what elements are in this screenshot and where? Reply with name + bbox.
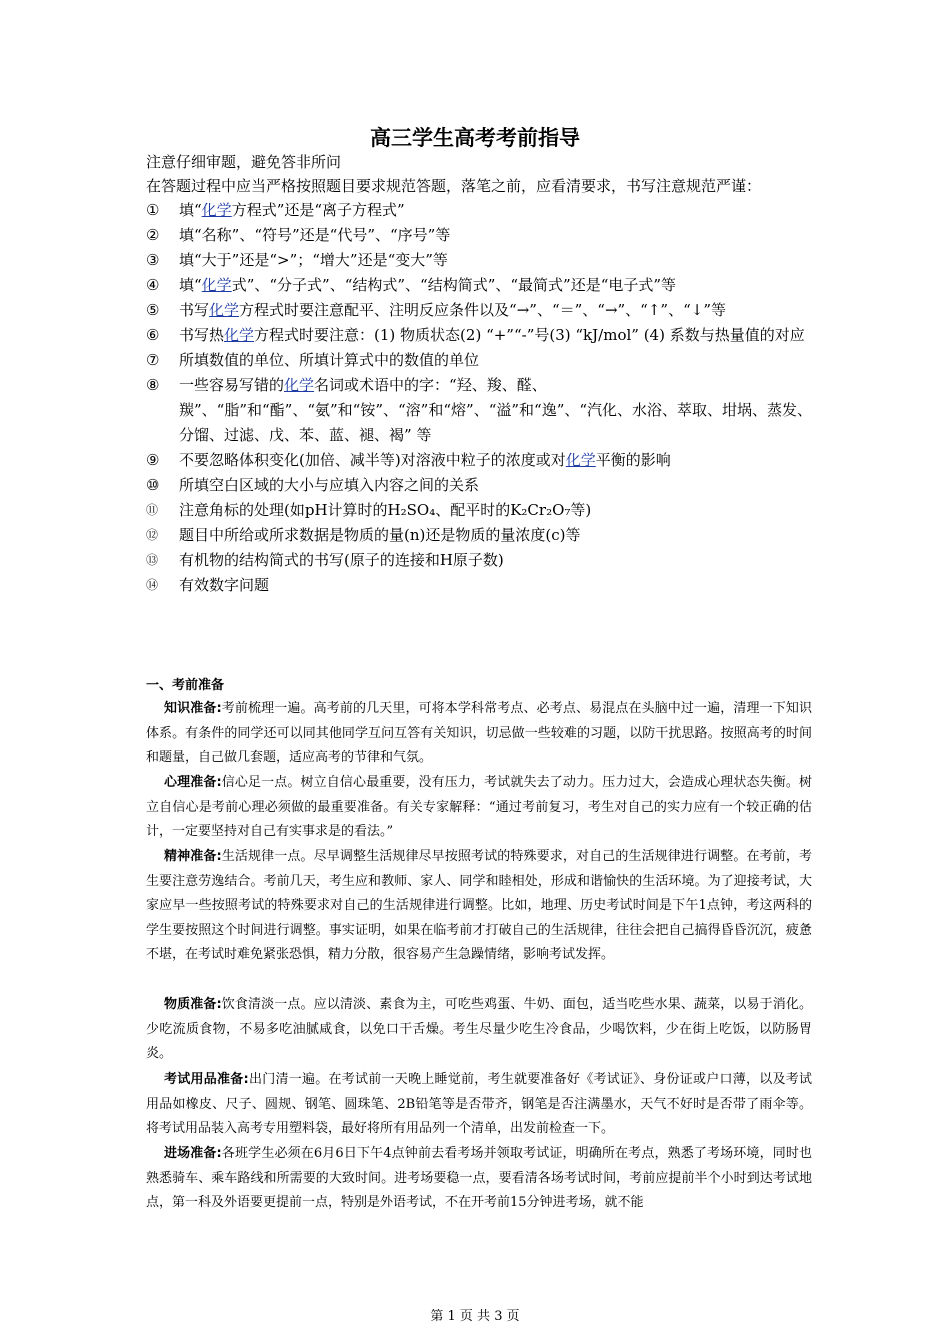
intro-line-1: 注意仔细审题，避免答非所问 xyxy=(146,153,342,171)
chemistry-link[interactable]: 化学 xyxy=(284,376,315,394)
paragraph-lead: 考试用品准备: xyxy=(164,1072,249,1087)
list-item-text: 方程式时要注意：(1) 物质状态(2) “+”“-”号(3) “kJ/mol” (4) 系数与热量值的对应 xyxy=(254,326,805,344)
list-item-text: 书写热 xyxy=(179,326,225,344)
paragraph-lead: 物质准备: xyxy=(164,997,222,1012)
list-item xyxy=(146,198,826,223)
list-item xyxy=(146,248,826,273)
list-item-number: ④ xyxy=(146,276,160,294)
list-item xyxy=(146,448,826,473)
list-item xyxy=(146,473,826,498)
list-item-text: 不要忽略体积变化(加倍、减半等)对溶液中粒子的浓度或对 xyxy=(179,451,566,469)
chemistry-link[interactable]: 化学 xyxy=(209,301,240,319)
chemistry-link[interactable]: 化学 xyxy=(224,326,255,344)
list-item-number: ⑭ xyxy=(146,578,159,592)
list-item xyxy=(146,223,826,248)
list-item-number: ⑦ xyxy=(146,351,160,369)
list-item-number: ③ xyxy=(146,251,160,269)
page-title: 高三学生高考考前指导 xyxy=(370,126,580,150)
paragraph-psychology xyxy=(146,771,812,845)
list-item-number: ⑧ xyxy=(146,376,160,394)
paragraph-material xyxy=(146,993,812,1067)
requirements-list xyxy=(146,198,826,598)
intro-line-2: 在答题过程中应当严格按照题目要求规范答题，落笔之前，应看清要求，书写注意规范严谨： xyxy=(146,177,762,195)
list-item-number: ⑪ xyxy=(146,503,159,517)
list-item-text: 有机物的结构简式的书写(原子的连接和H原子数) xyxy=(179,551,504,569)
list-item-text: 平衡的影响 xyxy=(595,451,671,469)
list-item-text: 方程式时要注意配平、注明反应条件以及“→”、“＝”、“→”、“↑”、“↓”等 xyxy=(239,301,726,319)
list-item-text: 填“大于”还是“>”；“增大”还是“变大”等 xyxy=(179,251,448,269)
list-item xyxy=(146,298,826,323)
list-item xyxy=(146,523,826,548)
chemistry-link[interactable]: 化学 xyxy=(201,201,232,219)
list-item xyxy=(146,498,826,523)
paragraph-text: 生活规律一点。尽早调整生活规律尽早按照考试的特殊要求，对自己的生活规律进行调整。在考前，考生要注意劳逸结合。考前几天，考生应和教师、家人、同学和睦相处，形成和谐愉快的生活环境。为了迎接考试，大家应早一些按照考试的特殊要求对自己的生活规律进行调整。比如，地理、历史考试时间是下午1点钟，考这两科的学生要按照这个时间进行调整。事实证明，如果在临考前才打破自己的生活规律，往往会把自己搞得昏昏沉沉，疲惫不堪，在考试时难免紧张恐惧，精力分散，很容易产生急躁情绪，影响考试发挥。 xyxy=(146,849,812,962)
list-item-text: 注意角标的处理(如pH计算时的H₂SO₄、配平时的K₂Cr₂O₇等) xyxy=(179,501,592,519)
chemistry-link[interactable]: 化学 xyxy=(565,451,596,469)
list-item-text: 填“ xyxy=(179,201,202,219)
paragraph-text: 考前梳理一遍。高考前的几天里，可将本学科常考点、必考点、易混点在头脑中过一遍，清理一下知识体系。有条件的同学还可以同其他同学互问互答有关知识，切忌做一些较难的习题，以防干扰思路。按照高考的时间和题量，自己做几套题，适应高考的节律和气氛。 xyxy=(146,701,812,765)
list-item-number: ⑩ xyxy=(146,476,160,494)
list-item-text: 式”、“分子式”、“结构式”、“结构简式”、“最简式”还是“电子式”等 xyxy=(231,276,677,294)
list-item xyxy=(146,573,826,598)
list-item-text: 所填数值的单位、所填计算式中的数值的单位 xyxy=(179,351,480,369)
list-item-number: ⑤ xyxy=(146,301,160,319)
list-item xyxy=(146,548,826,573)
paragraph-supplies xyxy=(146,1068,812,1142)
paragraph-lead: 进场准备: xyxy=(164,1146,222,1161)
list-item xyxy=(146,273,826,298)
page-footer: 第 1 页 共 3 页 xyxy=(430,1309,520,1324)
paragraph-text: 出门清一遍。在考试前一天晚上睡觉前，考生就要准备好《考试证》、身份证或户口薄，以及考试用品如橡皮、尺子、圆规、钢笔、圆珠笔、2B铅笔等是否带齐，钢笔是否注满墨水，天气不好时是否带了雨伞等。将考试用品装入高考专用塑料袋，最好将所有用品列一个清单，出发前检查一下。 xyxy=(146,1072,812,1136)
list-item-text: 有效数字问题 xyxy=(179,576,270,594)
list-item-text: 题目中所给或所求数据是物质的量(n)还是物质的量浓度(c)等 xyxy=(179,526,581,544)
list-item xyxy=(146,323,826,348)
paragraph-mental xyxy=(146,845,812,968)
list-item-text: 名词或术语中的字：“羟、羧、醛、羰”、“脂”和“酯”、“氨”和“铵”、“溶”和“熔”、“溢”和“逸”、“汽化、水浴、萃取、坩埚、蒸发、分馏、过滤、戊、苯、蓝、褪、褐” 等 xyxy=(179,376,813,444)
section-title: 一、考前准备 xyxy=(146,678,225,693)
chemistry-link[interactable]: 化学 xyxy=(201,276,232,294)
paragraph-text: 饮食清淡一点。应以清淡、素食为主，可吃些鸡蛋、牛奶、面包，适当吃些水果、蔬菜，以易于消化。少吃流质食物，不易多吃油腻咸食，以免口干舌燥。考生尽量少吃生冷食品，少喝饮料，少在街上吃饭，以防肠胃炎。 xyxy=(146,997,812,1061)
list-item-text: 方程式”还是“离子方程式” xyxy=(231,201,405,219)
list-item-number: ⑬ xyxy=(146,553,159,567)
paragraph-knowledge xyxy=(146,697,812,771)
paragraph-lead: 精神准备: xyxy=(164,849,222,864)
list-item-number: ① xyxy=(146,201,160,219)
paragraph-text: 各班学生必须在6月6日下午4点钟前去看考场并领取考试证，明确所在考点，熟悉了考场环境，同时也熟悉骑车、乘车路线和所需要的大致时间。进考场要稳一点，要看清各场考试时间，考前应提前半个小时到达考试地点，第一科及外语要更提前一点，特别是外语考试，不在开考前15分钟进考场，就不能 xyxy=(146,1146,812,1210)
list-item-text: 一些容易写错的 xyxy=(179,376,285,394)
list-item-number: ② xyxy=(146,226,160,244)
paragraph-lead: 知识准备: xyxy=(164,701,222,716)
list-item-number: ⑥ xyxy=(146,326,160,344)
list-item-number: ⑨ xyxy=(146,451,160,469)
list-item-text: 填“ xyxy=(179,276,202,294)
list-item xyxy=(146,373,826,448)
paragraph-lead: 心理准备: xyxy=(164,775,222,790)
list-item-text: 填“名称”、“符号”还是“代号”、“序号”等 xyxy=(179,226,451,244)
paragraph-text: 信心足一点。树立自信心最重要，没有压力，考试就失去了动力。压力过大，会造成心理状态失衡。树立自信心是考前心理必须做的最重要准备。有关专家解释：“通过考前复习，考生对自己的实力应有一个较正确的估计，一定要坚持对自己有实事求是的看法。” xyxy=(146,775,812,839)
list-item-number: ⑫ xyxy=(146,528,159,542)
list-item-text: 书写 xyxy=(179,301,210,319)
list-item-text: 所填空白区域的大小与应填入内容之间的关系 xyxy=(179,476,480,494)
paragraph-entry xyxy=(146,1142,812,1216)
list-item xyxy=(146,348,826,373)
